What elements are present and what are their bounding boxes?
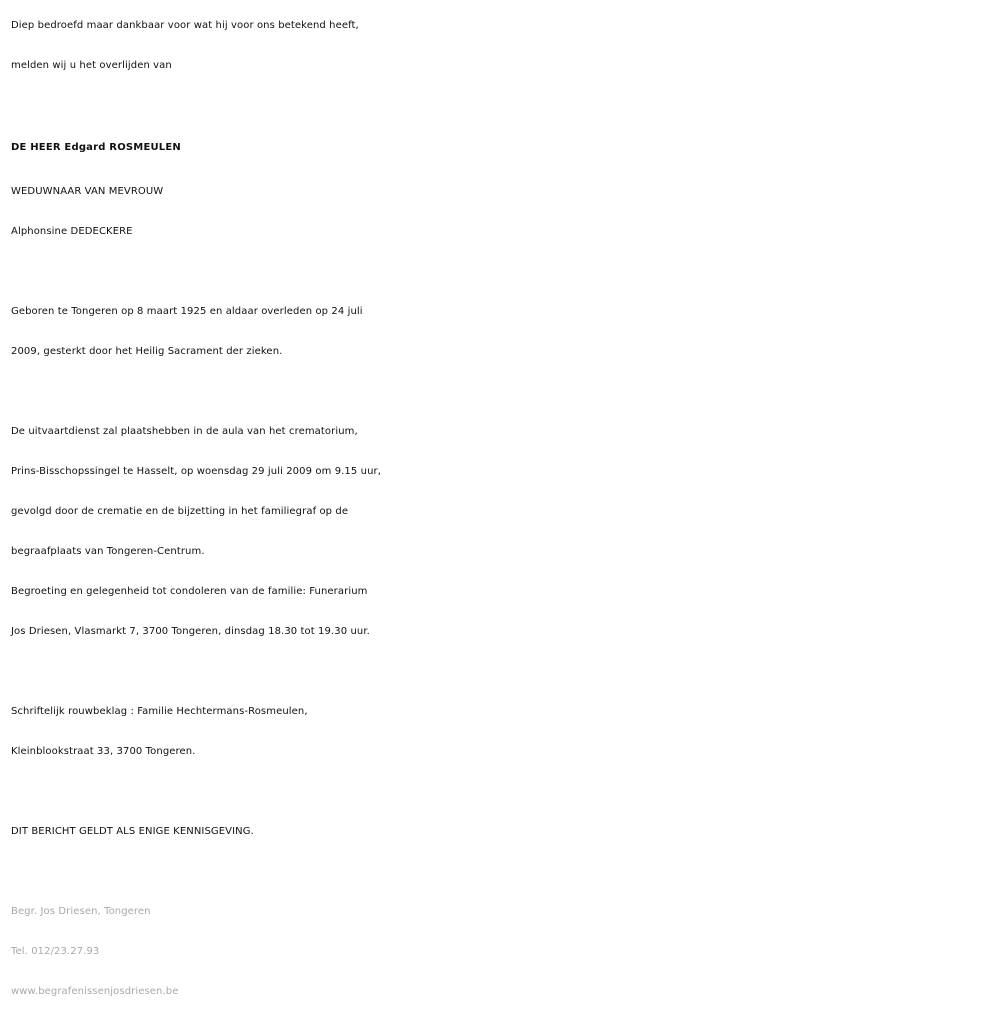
paragraph-line: Begroeting en gelegenheid tot condoleren van de familie: Funerarium: [11, 586, 368, 597]
paragraph-line: gevolgd door de crematie en de bijzetting in het familiegraf op de: [11, 506, 349, 517]
intro-line: Diep bedroefd maar dankbaar voor wat hij voor ons betekend heeft,: [11, 20, 359, 31]
intro-text: [11, 6, 991, 86]
intro-line: melden wij u het overlijden van: [11, 60, 172, 71]
paragraph-line: Prins-Bisschopssingel te Hasselt, op woensdag 29 juli 2009 om 9.15 uur,: [11, 466, 381, 477]
spacer: [11, 252, 991, 292]
paragraph-line: Schriftelijk rouwbeklag : Familie Hechtermans-Rosmeulen,: [11, 706, 308, 717]
spacer: [11, 652, 991, 692]
paragraph-line: 2009, gesterkt door het Heilig Sacrament der zieken.: [11, 346, 283, 357]
paragraph-line: Geboren te Tongeren op 8 maart 1925 en aldaar overleden op 24 juli: [11, 306, 363, 317]
obituary-notice: [11, 6, 991, 1012]
undertaker-phone: Tel. 012/23.27.93: [11, 946, 100, 957]
widower-of: WEDUWNAAR VAN MEVROUW: [11, 186, 164, 197]
undertaker-website-link[interactable]: www.begrafenissenjosdriesen.be: [11, 986, 179, 997]
deceased-name: DE HEER Edgard ROSMEULEN: [11, 142, 181, 153]
spacer: [11, 372, 991, 412]
spacer: [11, 852, 991, 892]
paragraph-line: De uitvaartdienst zal plaatshebben in de aula van het crematorium,: [11, 426, 358, 437]
condolence-address: [11, 692, 991, 772]
spouse-name: Alphonsine DEDECKERE: [11, 226, 133, 237]
undertaker-footer: [11, 892, 991, 1012]
undertaker-name: Begr. Jos Driesen, Tongeren: [11, 906, 151, 917]
paragraph-line: Jos Driesen, Vlasmarkt 7, 3700 Tongeren, dinsdag 18.30 tot 19.30 uur.: [11, 626, 370, 637]
paragraph-line: Kleinblookstraat 33, 3700 Tongeren.: [11, 746, 196, 757]
paragraph-line: begraafplaats van Tongeren-Centrum.: [11, 546, 205, 557]
funeral-service-paragraph: [11, 412, 991, 652]
spacer: [11, 772, 991, 812]
sole-notice-statement: DIT BERICHT GELDT ALS ENIGE KENNISGEVING.: [11, 826, 254, 837]
birth-death-paragraph: [11, 292, 991, 372]
